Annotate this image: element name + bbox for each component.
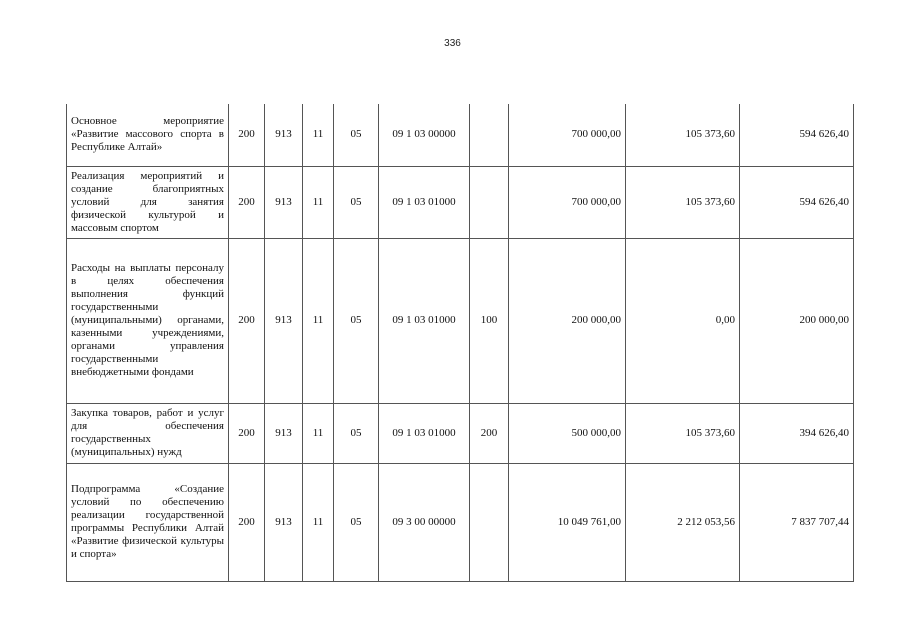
budget-table	[66, 104, 854, 582]
cell-ved: 913	[265, 104, 303, 166]
cell-remainder-amount: 594 626,40	[740, 166, 854, 238]
cell-section: 11	[303, 403, 334, 463]
table-row	[67, 463, 854, 581]
cell-ved: 913	[265, 403, 303, 463]
cell-target-article: 09 1 03 00000	[379, 104, 470, 166]
cell-expense-type	[470, 104, 509, 166]
cell-section: 11	[303, 104, 334, 166]
table-row	[67, 104, 854, 166]
cell-actual-amount: 2 212 053,56	[626, 463, 740, 581]
table-row	[67, 238, 854, 403]
cell-plan-amount: 700 000,00	[509, 166, 626, 238]
cell-name: Подпрограмма «Создание условий по обеспечению реализации государственной программы Республики Алтай «Развитие физической культуры и спорта»	[67, 463, 229, 581]
cell-subsection: 05	[334, 238, 379, 403]
cell-subsection: 05	[334, 104, 379, 166]
cell-grbs: 200	[229, 463, 265, 581]
cell-grbs: 200	[229, 104, 265, 166]
cell-expense-type: 100	[470, 238, 509, 403]
cell-remainder-amount: 200 000,00	[740, 238, 854, 403]
cell-grbs: 200	[229, 166, 265, 238]
cell-name: Реализация мероприятий и создание благоприятных условий для занятия физической культурой и массовым спортом	[67, 166, 229, 238]
cell-subsection: 05	[334, 166, 379, 238]
cell-section: 11	[303, 238, 334, 403]
cell-target-article: 09 1 03 01000	[379, 166, 470, 238]
cell-target-article: 09 3 00 00000	[379, 463, 470, 581]
cell-section: 11	[303, 463, 334, 581]
cell-name: Основное мероприятие «Развитие массового спорта в Республике Алтай»	[67, 104, 229, 166]
cell-remainder-amount: 594 626,40	[740, 104, 854, 166]
cell-actual-amount: 105 373,60	[626, 403, 740, 463]
cell-expense-type	[470, 463, 509, 581]
cell-plan-amount: 10 049 761,00	[509, 463, 626, 581]
cell-section: 11	[303, 166, 334, 238]
cell-target-article: 09 1 03 01000	[379, 403, 470, 463]
table-row	[67, 166, 854, 238]
table-row	[67, 403, 854, 463]
cell-expense-type	[470, 166, 509, 238]
table-body	[67, 104, 854, 581]
cell-grbs: 200	[229, 238, 265, 403]
cell-subsection: 05	[334, 463, 379, 581]
cell-ved: 913	[265, 238, 303, 403]
cell-plan-amount: 700 000,00	[509, 104, 626, 166]
cell-plan-amount: 500 000,00	[509, 403, 626, 463]
cell-ved: 913	[265, 463, 303, 581]
cell-name: Закупка товаров, работ и услуг для обеспечения государственных (муниципальных) нужд	[67, 403, 229, 463]
cell-target-article: 09 1 03 01000	[379, 238, 470, 403]
cell-grbs: 200	[229, 403, 265, 463]
cell-actual-amount: 0,00	[626, 238, 740, 403]
page-number: 336	[444, 38, 461, 49]
cell-actual-amount: 105 373,60	[626, 166, 740, 238]
cell-remainder-amount: 394 626,40	[740, 403, 854, 463]
cell-subsection: 05	[334, 403, 379, 463]
cell-expense-type: 200	[470, 403, 509, 463]
cell-plan-amount: 200 000,00	[509, 238, 626, 403]
cell-name: Расходы на выплаты персоналу в целях обеспечения выполнения функций государственными (муниципальными) органами, казенными учреждениями, органами управления государственными внебюджетными фондами	[67, 238, 229, 403]
cell-actual-amount: 105 373,60	[626, 104, 740, 166]
cell-ved: 913	[265, 166, 303, 238]
cell-remainder-amount: 7 837 707,44	[740, 463, 854, 581]
